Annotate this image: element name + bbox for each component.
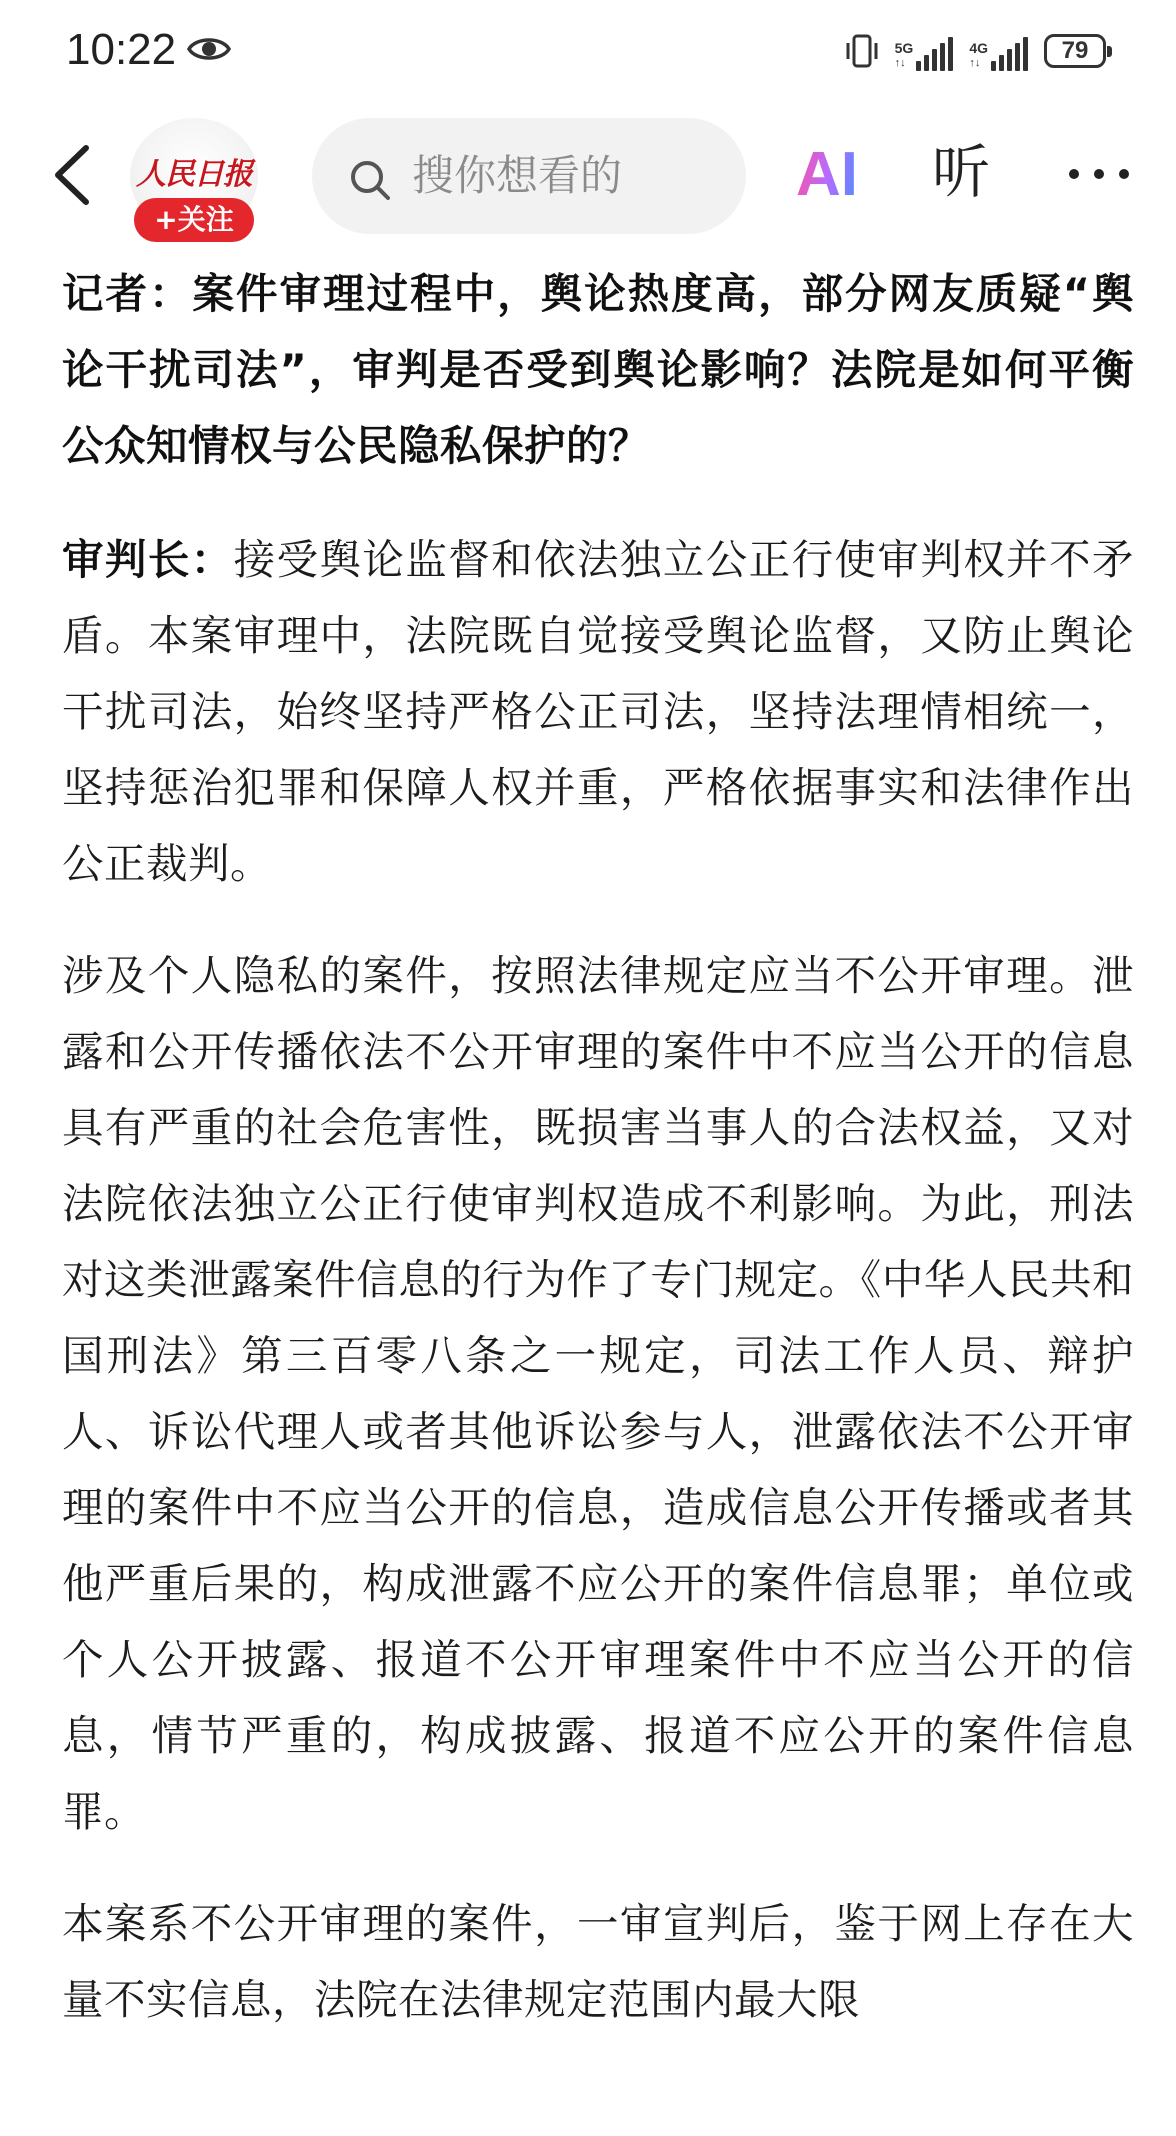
network-label-4g: 4G [969, 40, 988, 56]
search-icon [348, 158, 392, 202]
back-arrow-icon[interactable] [50, 142, 94, 208]
article-paragraph: 本案系不公开审理的案件，一审宣判后，鉴于网上存在大量不实信息，法院在法律规定范围内最大限 [62, 1899, 1134, 2024]
vibrate-icon [845, 31, 879, 71]
search-placeholder: 搜你想看的 [412, 151, 623, 200]
status-time: 10:22 [66, 25, 177, 74]
search-input[interactable] [312, 118, 746, 234]
follow-button[interactable]: +关注 [134, 198, 254, 242]
ai-button[interactable]: AI [796, 140, 858, 209]
signal-bars-icon [991, 37, 1028, 71]
status-indicators [845, 26, 1106, 76]
article-paragraph: 涉及个人隐私的案件，按照法律规定应当不公开审理。泄露和公开传播依法不公开审理的案件中不应当公开的信息具有严重的社会危害性，既损害当事人的合法权益，又对法院依法独立公正行使审判权造成不利影响。为此，刑法对这类泄露案件信息的行为作了专门规定。《中华人民共和国刑法》第三百零八条之一规定，司法工作人员、辩护人、诉讼代理人或者其他诉讼参与人，泄露依法不公开审理的案件中不应当公开的信息，造成信息公开传播或者其他严重后果的，构成泄露不应公开的案件信息罪；单位或个人公开披露、报道不公开审理案件中不应当公开的信息，情节严重的，构成披露、报道不应公开的案件信息罪。 [62, 951, 1134, 1836]
signal-bars-icon [916, 37, 953, 71]
signal-5g: 5G ↑↓ [895, 31, 954, 71]
more-options-icon[interactable] [1066, 164, 1132, 184]
article-body [62, 256, 1134, 2038]
answer-text: 接受舆论监督和依法独立公正行使审判权并不矛盾。本案审理中，法院既自觉接受舆论监督，又防止舆论干扰司法，始终坚持严格公正司法，坚持法理情相统一，坚持惩治犯罪和保障人权并重，严格依据事实和法律作出公正裁判。 [62, 535, 1134, 888]
signal-4g: 4G ↑↓ [969, 31, 1028, 71]
nav-bar [0, 100, 1176, 250]
publisher-logo-text: 人民日报 [136, 157, 252, 192]
eye-icon [186, 33, 232, 65]
status-bar [0, 0, 1176, 100]
reporter-question: 记者：案件审理过程中，舆论热度高，部分网友质疑“舆论干扰司法”，审判是否受到舆论影响？法院是如何平衡公众知情权与公民隐私保护的？ [62, 269, 1134, 470]
listen-button[interactable]: 听 [932, 138, 991, 206]
judge-answer [62, 522, 1134, 902]
publisher-avatar[interactable] [130, 118, 258, 246]
network-label-5g: 5G [894, 40, 914, 56]
battery-icon [1044, 34, 1106, 68]
answer-speaker: 审判长： [62, 535, 234, 584]
battery-level: 79 [1061, 37, 1089, 64]
